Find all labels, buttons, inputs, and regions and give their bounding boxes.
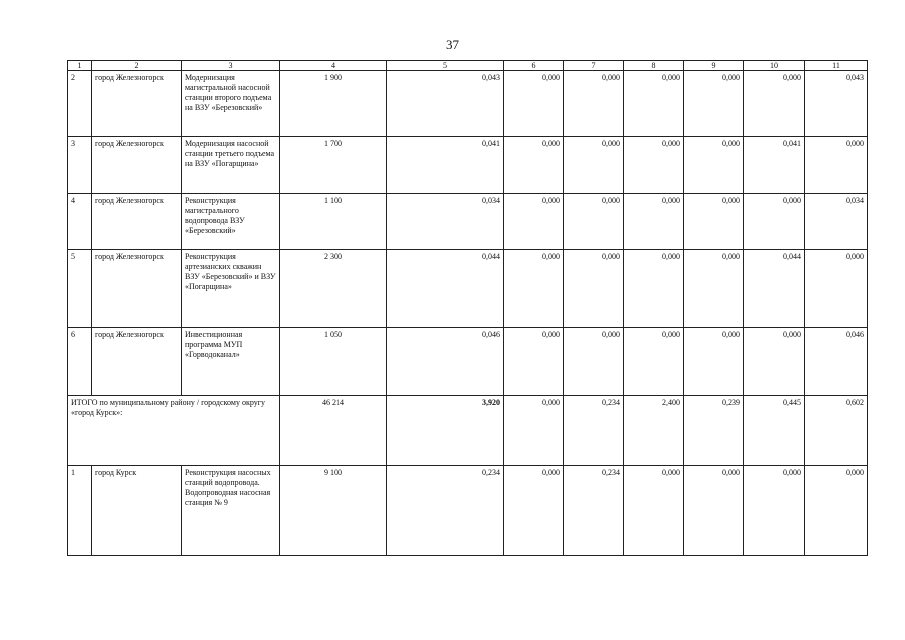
page-number: 37 — [446, 37, 459, 52]
row-value: 0,000 — [805, 466, 868, 556]
row-value: 0,000 — [744, 71, 805, 137]
total-value: 2,400 — [624, 396, 684, 466]
row-value: 0,000 — [624, 250, 684, 328]
row-value: 0,000 — [504, 194, 564, 250]
row-value: 0,044 — [387, 250, 504, 328]
row-city: город Железногорск — [92, 328, 182, 396]
row-value: 0,000 — [744, 466, 805, 556]
row-value: 0,043 — [387, 71, 504, 137]
row-value: 0,046 — [387, 328, 504, 396]
row-value: 0,044 — [744, 250, 805, 328]
row-cost: 1 050 — [280, 328, 387, 396]
row-cost: 9 100 — [280, 466, 387, 556]
table-row — [68, 137, 868, 194]
row-value: 0,000 — [684, 328, 744, 396]
row-number: 5 — [68, 250, 92, 328]
row-city: город Железногорск — [92, 194, 182, 250]
total-label: ИТОГО по муниципальному району / городскому округу «город Курск»: — [68, 396, 280, 466]
row-object: Реконструкция артезианских скважин ВЗУ «Березовский» и ВЗУ «Погарщина» — [182, 250, 280, 328]
row-value: 0,041 — [387, 137, 504, 194]
row-value: 0,234 — [387, 466, 504, 556]
row-city: город Железногорск — [92, 137, 182, 194]
column-header: 6 — [504, 61, 564, 71]
total-value: 0,445 — [744, 396, 805, 466]
column-header: 4 — [280, 61, 387, 71]
row-value: 0,000 — [564, 328, 624, 396]
row-value: 0,034 — [387, 194, 504, 250]
row-value: 0,000 — [684, 250, 744, 328]
total-value: 0,602 — [805, 396, 868, 466]
row-object: Модернизация магистральной насосной станции второго подъема на ВЗУ «Березовский» — [182, 71, 280, 137]
row-value: 0,000 — [744, 328, 805, 396]
column-header: 7 — [564, 61, 624, 71]
column-header-row — [68, 61, 868, 71]
row-number: 2 — [68, 71, 92, 137]
total-value: 0,239 — [684, 396, 744, 466]
row-number: 6 — [68, 328, 92, 396]
total-value: 0,234 — [564, 396, 624, 466]
total-row — [68, 396, 868, 466]
row-city: город Курск — [92, 466, 182, 556]
row-value: 0,000 — [564, 250, 624, 328]
row-value: 0,234 — [564, 466, 624, 556]
row-value: 0,046 — [805, 328, 868, 396]
row-object: Инвестиционная программа МУП «Горводоканал» — [182, 328, 280, 396]
row-value: 0,000 — [684, 194, 744, 250]
total-value: 0,000 — [504, 396, 564, 466]
row-number: 3 — [68, 137, 92, 194]
row-cost: 1 700 — [280, 137, 387, 194]
row-value: 0,000 — [684, 137, 744, 194]
row-value: 0,000 — [744, 194, 805, 250]
row-city: город Железногорск — [92, 71, 182, 137]
table-row — [68, 250, 868, 328]
row-cost: 2 300 — [280, 250, 387, 328]
row-value: 0,000 — [504, 137, 564, 194]
row-cost: 1 100 — [280, 194, 387, 250]
row-value: 0,000 — [504, 328, 564, 396]
row-value: 0,000 — [504, 71, 564, 137]
table-row — [68, 194, 868, 250]
row-value: 0,034 — [805, 194, 868, 250]
column-header: 9 — [684, 61, 744, 71]
row-value: 0,043 — [805, 71, 868, 137]
row-value: 0,000 — [504, 250, 564, 328]
row-value: 0,000 — [504, 466, 564, 556]
total-value: 3,920 — [387, 396, 504, 466]
row-number: 1 — [68, 466, 92, 556]
row-cost: 1 900 — [280, 71, 387, 137]
column-header: 10 — [744, 61, 805, 71]
table-row — [68, 466, 868, 556]
table-row — [68, 328, 868, 396]
row-object: Реконструкция магистрального водопровода ВЗУ «Березовский» — [182, 194, 280, 250]
column-header: 5 — [387, 61, 504, 71]
row-value: 0,000 — [684, 71, 744, 137]
row-value: 0,000 — [624, 194, 684, 250]
row-value: 0,000 — [624, 328, 684, 396]
row-value: 0,000 — [805, 250, 868, 328]
column-header: 3 — [182, 61, 280, 71]
column-header: 11 — [805, 61, 868, 71]
column-header: 8 — [624, 61, 684, 71]
row-value: 0,000 — [624, 137, 684, 194]
row-value: 0,000 — [684, 466, 744, 556]
row-value: 0,000 — [564, 71, 624, 137]
column-header: 1 — [68, 61, 92, 71]
column-header: 2 — [92, 61, 182, 71]
row-object: Реконструкция насосных станций водопровода. Водопроводная насосная станция № 9 — [182, 466, 280, 556]
row-value: 0,000 — [624, 71, 684, 137]
row-number: 4 — [68, 194, 92, 250]
row-value: 0,000 — [564, 137, 624, 194]
investment-table — [67, 60, 868, 556]
row-value: 0,000 — [805, 137, 868, 194]
total-cost: 46 214 — [280, 396, 387, 466]
row-value: 0,041 — [744, 137, 805, 194]
row-value: 0,000 — [624, 466, 684, 556]
row-city: город Железногорск — [92, 250, 182, 328]
row-object: Модернизация насосной станции третьего подъема на ВЗУ «Погарщина» — [182, 137, 280, 194]
row-value: 0,000 — [564, 194, 624, 250]
table-row — [68, 71, 868, 137]
